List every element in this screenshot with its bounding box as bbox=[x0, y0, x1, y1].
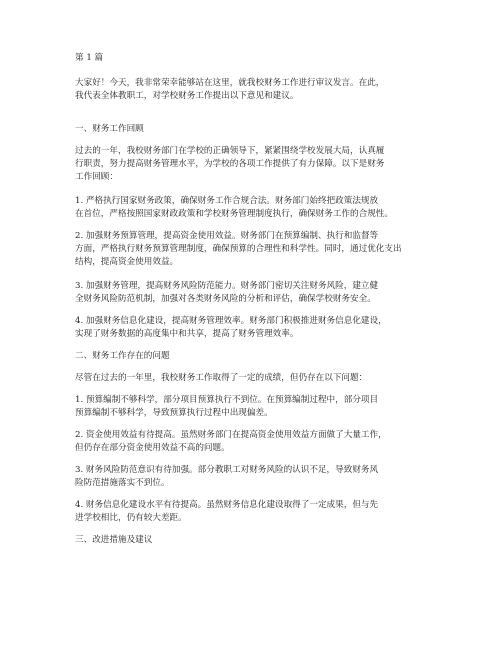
document-title: 第 1 篇 bbox=[75, 53, 104, 63]
paragraph-problem-1 bbox=[75, 394, 378, 420]
text-line: 预算编制不够科学，导致预算执行过程中出现偏差。 bbox=[75, 408, 273, 418]
section-heading-review bbox=[75, 123, 144, 136]
text-line: 3. 加强财务管理，提高财务风险防范能力。财务部门密切关注财务风险，建立健 bbox=[75, 281, 379, 291]
text-line: 尽管在过去的一年里，我校财务工作取得了一定的成绩，但仍存在以下问题： bbox=[75, 373, 368, 383]
text-line: 2. 资金使用效益有待提高。虽然财务部门在提高资金使用效益方面做了大量工作， bbox=[75, 430, 387, 440]
paragraph-problem-4 bbox=[75, 499, 378, 525]
text-line: 3. 财务风险防范意识有待加强。部分教职工对财务风险的认识不足，导致财务风 bbox=[75, 465, 379, 475]
paragraph-item-3 bbox=[75, 280, 378, 306]
paragraph-problems-intro bbox=[75, 372, 367, 385]
section-heading-improvements bbox=[75, 534, 152, 547]
text-line: 一、财务工作回顾 bbox=[75, 124, 144, 134]
text-line: 4. 财务信息化建设水平有待提高。虽然财务信息化建设取得了一定成果，但与先 bbox=[75, 500, 379, 510]
text-line: 过去的一年，我校财务部门在学校的正确领导下，紧紧围绕学校发展大局，认真履 bbox=[75, 146, 385, 156]
text-line: 三、改进措施及建议 bbox=[75, 535, 153, 545]
section-heading-problems bbox=[75, 350, 170, 363]
text-line: 1. 预算编制不够科学，部分项目预算执行不到位。在预算编制过程中，部分项目 bbox=[75, 395, 379, 405]
text-line: 在首位，严格按照国家财政政策和学校财务管理制度执行，确保财务工作的合规性。 bbox=[75, 209, 393, 219]
text-line: 行职责，努力提高财务管理水平，为学校的各项工作提供了有力保障。以下是财务 bbox=[75, 159, 385, 169]
paragraph-problem-2 bbox=[75, 429, 387, 455]
text-line: 二、财务工作存在的问题 bbox=[75, 351, 170, 361]
text-line: 实现了财务数据的高度集中和共享，提高了财务管理效率。 bbox=[75, 329, 299, 339]
text-line: 工作回顾： bbox=[75, 172, 118, 182]
text-line: 险防范措施落实不到位。 bbox=[75, 478, 170, 488]
paragraph-review bbox=[75, 145, 384, 184]
text-line: 1. 严格执行国家财务政策，确保财务工作合规合法。财务部门始终把政策法规放 bbox=[75, 196, 379, 206]
text-line: 方面，严格执行财务预算管理制度，确保预算的合理性和科学性。同时，通过优化支出 bbox=[75, 244, 402, 254]
text-line: 进学校相比，仍有较大差距。 bbox=[75, 513, 187, 523]
text-line: 2. 加强财务预算管理，提高资金使用效益。财务部门在预算编制、执行和监督等 bbox=[75, 231, 379, 241]
text-line: 结构，提高资金使用效益。 bbox=[75, 257, 179, 267]
text-line: 4. 加强财务信息化建设，提高财务管理效率。财务部门积极推进财务信息化建设， bbox=[75, 316, 387, 326]
paragraph-intro bbox=[75, 77, 384, 103]
paragraph-item-4 bbox=[75, 315, 387, 341]
text-line: 但仍存在部分资金使用效益不高的问题。 bbox=[75, 443, 230, 453]
paragraph-problem-3 bbox=[75, 464, 378, 490]
text-line: 大家好！今天，我非常荣幸能够站在这里，就我校财务工作进行审议发言。在此， bbox=[75, 78, 385, 88]
paragraph-item-2 bbox=[75, 230, 402, 269]
text-line: 全财务风险防范机制，加强对各类财务风险的分析和评估，确保学校财务安全。 bbox=[75, 294, 376, 304]
text-line: 我代表全体教职工，对学校财务工作提出以下意见和建议。 bbox=[75, 91, 299, 101]
paragraph-item-1 bbox=[75, 195, 393, 221]
